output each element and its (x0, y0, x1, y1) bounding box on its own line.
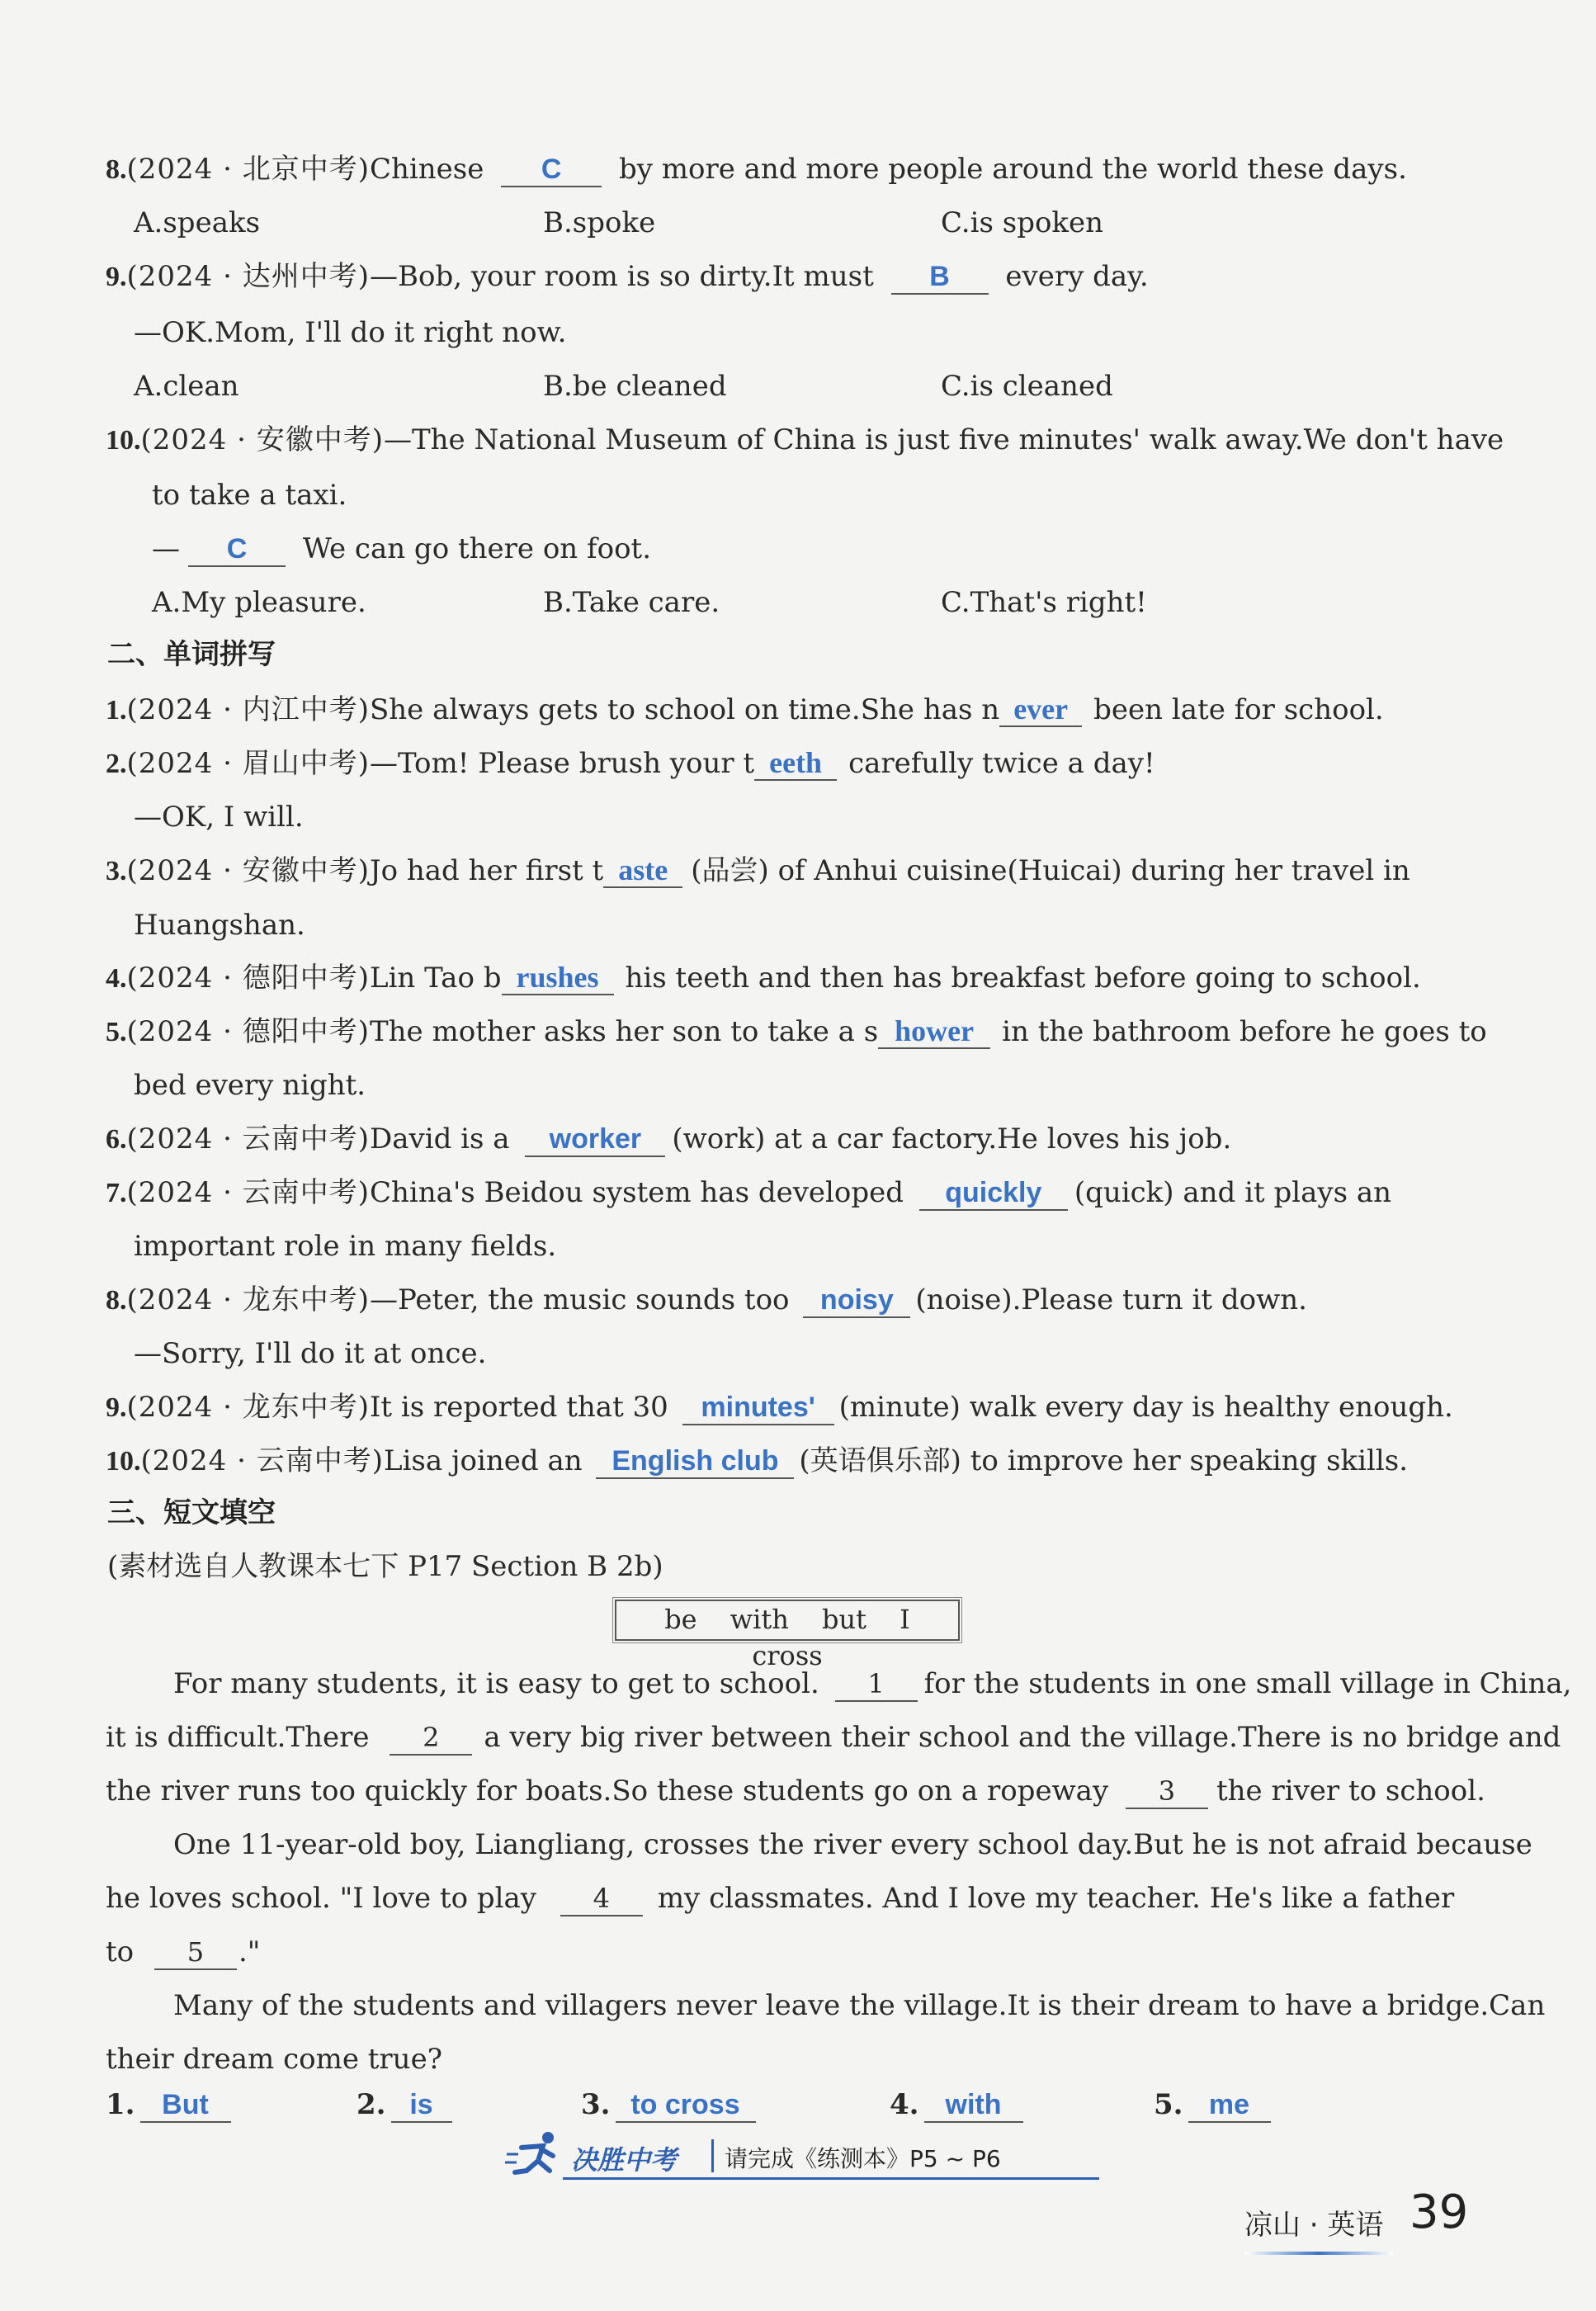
cloze-answer-4: 4. with (890, 2084, 1023, 2125)
cloze-answer-3: 3. to cross (581, 2084, 756, 2125)
cloze-line-2: it is difficult.There 2 a very big river between their school and the village.There is no bridge and (106, 1721, 1561, 1754)
cloze-answer-2: 2. is (357, 2084, 452, 2125)
cloze-source: (素材选自人教课本七下 P17 Section B 2b) (107, 1550, 663, 1583)
answer-blank[interactable]: minutes' (682, 1391, 834, 1425)
spelling-q7: 7.(2024 · 云南中考)China's Beidou system has developed quickly (quick) and it plays an (106, 1176, 1391, 1209)
question-10: 10.(2024 · 安徽中考)—The National Museum of China is just five minutes' walk away.We don't have (106, 423, 1504, 456)
spelling-q6: 6.(2024 · 云南中考)David is a worker (work) at a car factory.He loves his job. (106, 1122, 1232, 1156)
answer-blank[interactable]: ever (999, 692, 1082, 727)
cloze-answer-1: 1. But (106, 2084, 231, 2125)
spelling-q4: 4.(2024 · 德阳中考)Lin Tao b rushes his teeth and then has breakfast before going to school. (106, 961, 1421, 995)
footer-note: 请完成《练测本》P5 ~ P6 (725, 2145, 1001, 2172)
spelling-q5-cont: bed every night. (134, 1069, 366, 1102)
option-c: C.That's right! (941, 586, 1147, 619)
option-a: A.speaks (134, 206, 261, 239)
footer-banner (505, 2129, 1083, 2182)
answer-blank[interactable]: worker (525, 1122, 665, 1157)
option-c: C.is spoken (941, 206, 1104, 239)
cloze-answer-5: 5. me (1154, 2084, 1271, 2125)
answer-blank[interactable]: noisy (803, 1283, 910, 1318)
option-c: C.is cleaned (941, 370, 1113, 403)
spelling-q8: 8.(2024 · 龙东中考)—Peter, the music sounds too noisy (noise).Please turn it down. (106, 1283, 1307, 1316)
option-b: B.be cleaned (543, 370, 727, 403)
question-9: 9.(2024 · 达州中考)—Bob, your room is so dirty.It must B every day. (106, 260, 1149, 293)
spelling-q3: 3.(2024 · 安徽中考)Jo had her first t aste (品尝) of Anhui cuisine(Huicai) during her travel in (106, 853, 1410, 887)
spelling-q8-reply: —Sorry, I'll do it at once. (134, 1337, 487, 1370)
cloze-blank-3[interactable]: 3 (1126, 1775, 1208, 1809)
answer-blank[interactable]: B (891, 260, 989, 295)
footer-logo: 决胜中考 (571, 2144, 678, 2176)
question-9-reply: —OK.Mom, I'll do it right now. (134, 316, 567, 349)
answer-blank[interactable]: quickly (919, 1176, 1068, 1211)
section-title-spelling: 二、单词拼写 (107, 638, 276, 671)
option-a: A.clean (134, 370, 239, 403)
footer-underline (563, 2177, 1099, 2180)
page-label: 凉山 · 英语 (1244, 2209, 1384, 2242)
cloze-line-6: to 5 ." (106, 1935, 261, 1968)
answer-blank[interactable]: hower (878, 1014, 990, 1049)
spelling-q2: 2.(2024 · 眉山中考)—Tom! Please brush your t eeth carefully twice a day! (106, 746, 1155, 780)
page-number: 39 (1409, 2186, 1469, 2239)
answer-blank[interactable]: aste (603, 853, 682, 888)
spelling-q1: 1.(2024 · 内江中考)She always gets to school on time.She has n ever been late for school. (106, 692, 1384, 726)
answer-blank[interactable]: eeth (754, 746, 837, 781)
cloze-blank-1[interactable]: 1 (835, 1667, 918, 1702)
question-10-cont: to take a taxi. (152, 479, 347, 512)
option-b: B.spoke (543, 206, 656, 239)
option-b: B.Take care. (543, 586, 720, 619)
cloze-blank-2[interactable]: 2 (390, 1721, 472, 1756)
question-8: 8.(2024 · 北京中考)Chinese C by more and more people around the world these days. (106, 153, 1407, 186)
spelling-q2-reply: —OK, I will. (134, 801, 304, 834)
cloze-line-3: the river runs too quickly for boats.So these students go on a ropeway 3 the river to school. (106, 1775, 1485, 1808)
answer-blank[interactable]: C (188, 532, 286, 567)
section-title-cloze: 三、短文填空 (107, 1496, 276, 1529)
footer-divider (711, 2139, 714, 2172)
answer-blank[interactable]: C (501, 153, 602, 187)
spelling-q10: 10.(2024 · 云南中考)Lisa joined an English club (英语俱乐部) to improve her speaking skills. (106, 1444, 1408, 1477)
word-box: be with but I cross (615, 1600, 960, 1641)
answer-blank[interactable]: rushes (502, 961, 614, 995)
spelling-q5: 5.(2024 · 德阳中考)The mother asks her son to take a s hower in the bathroom before he goes to (106, 1014, 1487, 1048)
cloze-line-7: Many of the students and villagers never leave the village.It is their dream to have a bridge.Can (173, 1989, 1546, 2022)
cloze-line-4: One 11-year-old boy, Liangliang, crosses the river every school day.But he is not afraid because (173, 1828, 1532, 1861)
cloze-line-8: their dream come true? (106, 2043, 442, 2076)
runner-icon (505, 2129, 563, 2182)
answer-blank[interactable]: English club (596, 1444, 794, 1479)
spelling-q9: 9.(2024 · 龙东中考)It is reported that 30 minutes' (minute) walk every day is healthy enough. (106, 1391, 1453, 1424)
spelling-q7-cont: important role in many fields. (134, 1230, 557, 1263)
option-a: A.My pleasure. (152, 586, 366, 619)
cloze-blank-4[interactable]: 4 (560, 1882, 643, 1916)
cloze-blank-5[interactable]: 5 (154, 1935, 237, 1970)
cloze-line-5: he loves school. "I love to play 4 my classmates. And I love my teacher. He's like a father (106, 1882, 1455, 1915)
page-number-underline (1244, 2252, 1393, 2255)
question-10-reply: — C We can go there on foot. (152, 532, 652, 565)
cloze-line-1: For many students, it is easy to get to school. 1 for the students in one small village in China, (173, 1667, 1572, 1700)
spelling-q3-cont: Huangshan. (134, 909, 305, 942)
